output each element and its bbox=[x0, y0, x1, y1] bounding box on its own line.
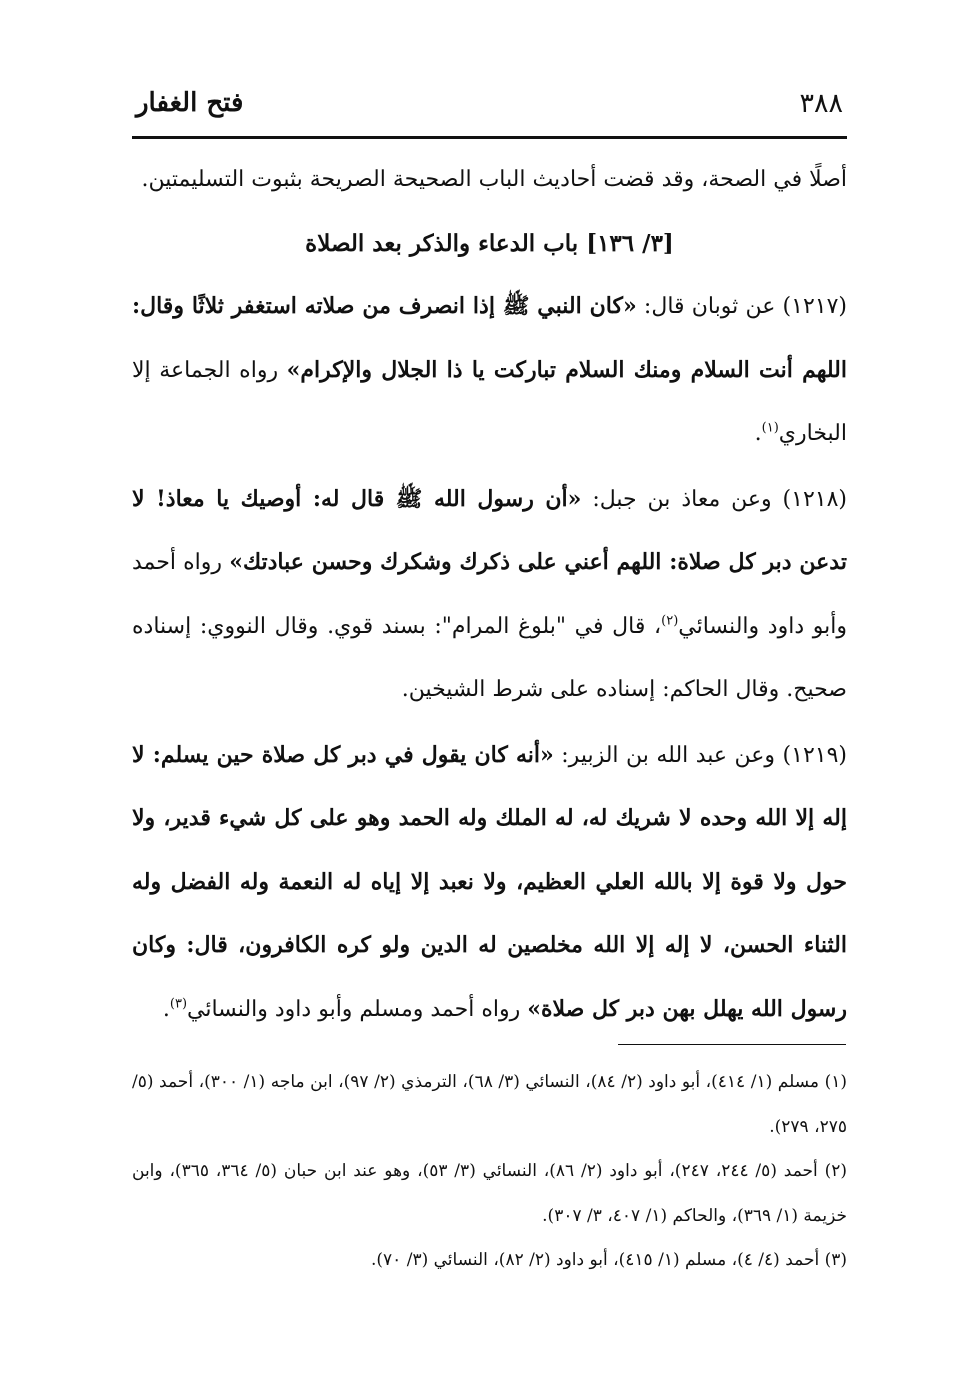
header-rule bbox=[132, 136, 847, 139]
footnote-ref: (١) bbox=[761, 420, 779, 436]
hadith-1218 bbox=[132, 468, 847, 722]
running-title: فتح الغفار bbox=[136, 88, 244, 118]
hadith-tail: رواه أحمد ومسلم وأبو داود والنسائي bbox=[187, 996, 528, 1022]
hadith-intro: وعن معاذ بن جبل: bbox=[581, 486, 783, 512]
hadith-matn: «كان النبي ﷺ إذا انصرف من صلاته استغفر ثلاثًا وقال: اللهم أنت السلام ومنك السلام تباركت يا ذا الجلال والإكرام» bbox=[132, 293, 847, 383]
hadith-number: (١٢١٨) bbox=[782, 486, 847, 512]
footnote-ref: (٢) bbox=[661, 613, 679, 629]
footnote-separator bbox=[618, 1044, 846, 1045]
page-header bbox=[132, 88, 847, 132]
hadith-number: (١٢١٧) bbox=[782, 294, 847, 319]
page-number: ٣٨٨ bbox=[799, 88, 843, 119]
hadith-matn: «أنه كان يقول في دبر كل صلاة حين يسلم: لا إله إلا الله وحده لا شريك له، له الملك وله الحمد وهو على كل شيء قدير، ولا حول ولا قوة إلا بالله العلي العظيم، ولا نعبد إلا إياه له النعمة وله الفضل وله الثناء الحسن، لا إله إلا الله مخلصين له الدين ولو كره الكافرون، قال: وكان رسول الله يهلل بهن دبر كل صلاة» bbox=[132, 741, 847, 1022]
intro-paragraph: أصلًا في الصحة، وقد قضت أحاديث الباب الصحيحة الصريحة بثبوت التسليمتين. bbox=[141, 167, 847, 192]
hadith-intro: عن ثوبان قال: bbox=[636, 294, 783, 319]
footnote-3: (٣) أحمد (٤/ ٤)، مسلم (١/ ٤١٥)، أبو داود (٢/ ٨٢)، النسائي (٣/ ٧٠). bbox=[371, 1250, 847, 1270]
hadith-end: ، قال في "بلوغ المرام": بسند قوي. وقال النووي: إسناده صحيح. وقال الحاكم: إسناده على شرط الشيخين. bbox=[132, 613, 847, 702]
hadith-tail: رواه الجماعة إلا البخاري bbox=[132, 357, 847, 446]
hadith-end: . bbox=[162, 996, 170, 1022]
section-heading: [٣/ ١٣٦] باب الدعاء والذكر بعد الصلاة bbox=[305, 229, 674, 257]
hadith-number: (١٢١٩) bbox=[782, 742, 847, 768]
hadith-1217 bbox=[132, 275, 847, 466]
hadith-end: . bbox=[754, 421, 762, 446]
footnote-1: (١) مسلم (١/ ٤١٤)، أبو داود (٢/ ٨٤)، النسائي (٣/ ٦٨)، الترمذي (٢/ ٩٧)، ابن ماجه (١/ ٣٠٠)، أحمد (٥/ ٢٧٥، ٢٧٩). bbox=[132, 1072, 847, 1137]
hadith-intro: وعن عبد الله بن الزبير: bbox=[553, 742, 783, 768]
footnote-ref: (٣) bbox=[169, 996, 188, 1012]
hadith-1219 bbox=[132, 724, 847, 1042]
main-text bbox=[132, 148, 847, 1041]
footnotes bbox=[132, 1060, 847, 1283]
hadith-tail: رواه أحمد وأبو داود والنسائي bbox=[132, 550, 847, 639]
hadith-matn: «أن رسول الله ﷺ قال له: أوصيك يا معاذ! لا تدعن دبر كل صلاة: اللهم أعني على ذكرك وشكرك وحسن عبادتك» bbox=[132, 485, 847, 575]
footnote-2: (٢) أحمد (٥/ ٢٤٤، ٢٤٧)، أبو داود (٢/ ٨٦)، النسائي (٣/ ٥٣)، وهو عند ابن حبان (٥/ ٣٦٤، ٣٦٥)، وابن خزيمة (١/ ٣٦٩)، والحاكم (١/ ٤٠٧، ٣/ ٣٠٧). bbox=[132, 1161, 848, 1226]
